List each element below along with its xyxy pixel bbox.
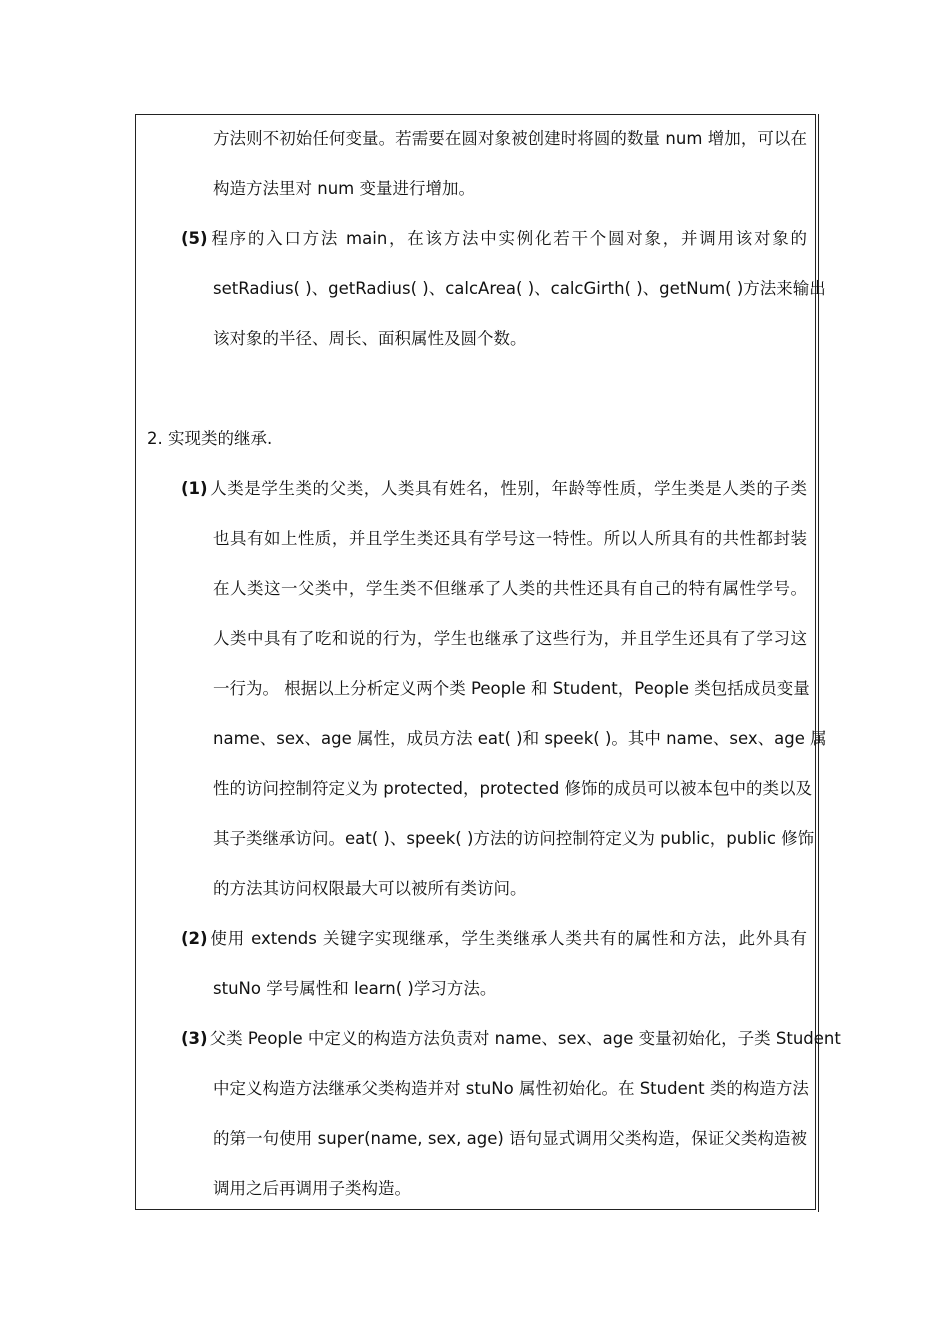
s2-p3-marker: (3) bbox=[181, 1029, 208, 1048]
s2-p1-line-4: 人类中具有了吃和说的行为，学生也继承了这些行为，并且学生还具有了学习这 bbox=[213, 629, 807, 648]
s2-p1-line-5: 一行为。 根据以上分析定义两个类 People 和 Student，People 类包括成员变量 bbox=[213, 679, 810, 698]
s2-p1-line-9: 的方法其访问权限最大可以被所有类访问。 bbox=[213, 879, 527, 898]
s2-p1-line-1: 人类是学生类的父类，人类具有姓名，性别，年龄等性质，学生类是人类的子类 bbox=[209, 479, 807, 498]
s2-p1-first-line bbox=[181, 478, 807, 500]
s2-p2-first-line bbox=[181, 928, 807, 950]
s2-p3-line-1: 父类 People 中定义的构造方法负责对 name、sex、age 变量初始化，子类 Student bbox=[209, 1029, 841, 1048]
s1-p5-marker: (5) bbox=[181, 229, 208, 248]
s2-p1-marker: (1) bbox=[181, 479, 208, 498]
s1-p5-line-2: setRadius( )、getRadius( )、calcArea( )、calcGirth( )、getNum( )方法来输出 bbox=[213, 279, 826, 298]
s1-p5-line-3: 该对象的半径、周长、面积属性及圆个数。 bbox=[213, 329, 527, 348]
s1-p5-first-line bbox=[181, 228, 807, 250]
s2-p2-marker: (2) bbox=[181, 929, 208, 948]
s2-p3-line-2: 中定义构造方法继承父类构造并对 stuNo 属性初始化。在 Student 类的构造方法 bbox=[213, 1079, 809, 1098]
s1-p5-line-1: 程序的入口方法 main，在该方法中实例化若干个圆对象，并调用该对象的 bbox=[209, 229, 807, 248]
s2-p1-line-8: 其子类继承访问。eat( )、speek( )方法的访问控制符定义为 public，public 修饰 bbox=[213, 829, 815, 848]
s2-p3-line-3: 的第一句使用 super(name, sex, age) 语句显式调用父类构造，保证父类构造被 bbox=[213, 1129, 807, 1148]
s2-p1-line-3: 在人类这一父类中，学生类不但继承了人类的共性还具有自己的特有属性学号。 bbox=[213, 579, 807, 598]
s2-p3-first-line bbox=[181, 1028, 841, 1050]
s2-p3-line-4: 调用之后再调用子类构造。 bbox=[213, 1179, 411, 1198]
s2-p2-line-2: stuNo 学号属性和 learn( )学习方法。 bbox=[213, 979, 497, 998]
s2-p1-line-6: name、sex、age 属性，成员方法 eat( )和 speek( )。其中 name、sex、age 属 bbox=[213, 729, 827, 748]
s1-p4-line-2: 构造方法里对 num 变量进行增加。 bbox=[213, 179, 475, 198]
s1-p4-line-1: 方法则不初始任何变量。若需要在圆对象被创建时将圆的数量 num 增加，可以在 bbox=[213, 129, 807, 148]
section-2-heading: 2. 实现类的继承. bbox=[147, 429, 273, 448]
s2-p1-line-2: 也具有如上性质，并且学生类还具有学号这一特性。所以人所具有的共性都封装 bbox=[213, 529, 807, 548]
s2-p1-line-7: 性的访问控制符定义为 protected，protected 修饰的成员可以被本包中的类以及 bbox=[213, 779, 813, 798]
s2-p2-line-1: 使用 extends 关键字实现继承，学生类继承人类共有的属性和方法，此外具有 bbox=[209, 929, 807, 948]
